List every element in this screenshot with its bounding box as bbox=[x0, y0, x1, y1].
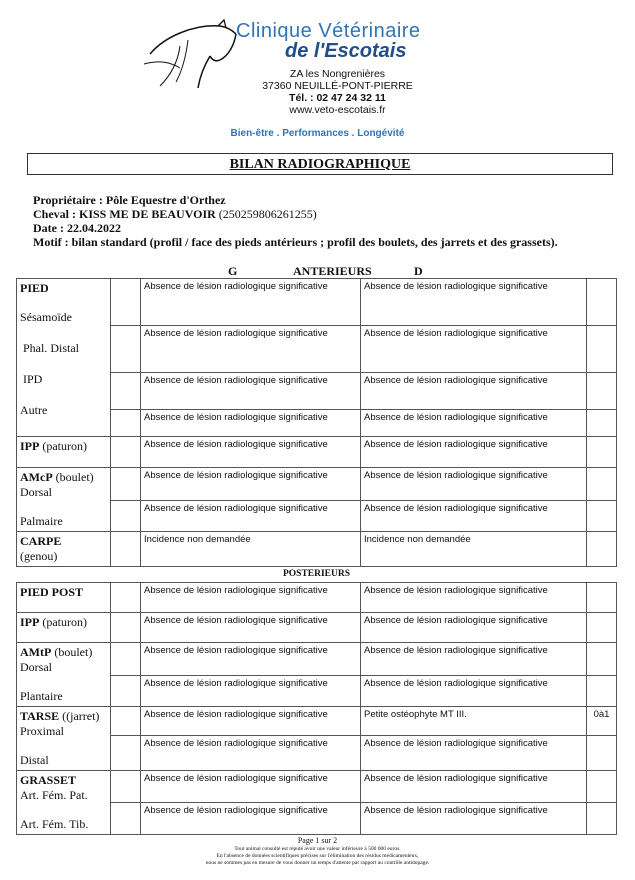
grade-left-cell bbox=[111, 643, 141, 676]
tarse-sublabel: ((jarret) bbox=[62, 709, 100, 723]
plantaire-label: Plantaire bbox=[20, 689, 63, 703]
amcp-label-cell bbox=[17, 468, 111, 532]
radiograph-results-table bbox=[16, 278, 617, 835]
result-left-cell: Absence de lésion radiologique significative bbox=[141, 279, 361, 326]
distal-label: Distal bbox=[20, 753, 49, 767]
amtp-sublabel: (boulet) bbox=[54, 645, 93, 659]
anterieurs-header: ANTERIEURS bbox=[293, 264, 372, 278]
result-right-cell: Absence de lésion radiologique significative bbox=[361, 468, 587, 501]
grade-left-cell bbox=[111, 803, 141, 835]
grade-right-cell bbox=[587, 676, 617, 707]
table-row bbox=[17, 707, 617, 736]
grade-left-cell bbox=[111, 410, 141, 437]
footer-note-2: En l'absence de données scientifiques précises sur l'élimination des résidus médicamenteux, bbox=[216, 853, 419, 859]
ipp-sublabel: (paturon) bbox=[42, 439, 87, 453]
grade-right-cell bbox=[587, 468, 617, 501]
table-row bbox=[17, 567, 617, 583]
grade-right-cell bbox=[587, 771, 617, 803]
result-right-cell: Petite ostéophyte MT III. bbox=[361, 707, 587, 736]
result-left-cell: Incidence non demandée bbox=[141, 532, 361, 567]
phone-number: Tél. : 02 47 24 32 11 bbox=[289, 92, 386, 104]
palmaire-label: Palmaire bbox=[20, 514, 63, 528]
result-right-cell: Absence de lésion radiologique significative bbox=[361, 437, 587, 468]
motif-value: bilan standard (profil / face des pieds antérieurs ; profil des boulets, des jarrets et des grassets). bbox=[71, 235, 558, 249]
clinic-name: Clinique Vétérinaire bbox=[236, 20, 421, 42]
grade-left-cell bbox=[111, 613, 141, 643]
autre-label: Autre bbox=[20, 403, 48, 417]
date-line bbox=[33, 221, 121, 236]
result-right-cell: Absence de lésion radiologique significative bbox=[361, 373, 587, 410]
result-right-cell: Incidence non demandée bbox=[361, 532, 587, 567]
grade-left-cell bbox=[111, 676, 141, 707]
ipp-post-label: IPP bbox=[20, 615, 40, 629]
date-value: 22.04.2022 bbox=[66, 221, 121, 235]
result-left-cell: Absence de lésion radiologique significative bbox=[141, 771, 361, 803]
ipp-label-cell bbox=[17, 437, 111, 468]
carpe-label-cell bbox=[17, 532, 111, 567]
horse-id: (250259806261255) bbox=[218, 207, 317, 221]
grade-left-cell bbox=[111, 468, 141, 501]
amcp-sublabel: (boulet) bbox=[55, 470, 94, 484]
amtp-label: AMtP bbox=[20, 645, 52, 659]
owner-label: Propriétaire : bbox=[33, 193, 103, 207]
motif-line bbox=[33, 235, 558, 250]
art-fem-pat-label: Art. Fém. Pat. bbox=[20, 788, 88, 802]
tarse-label-cell bbox=[17, 707, 111, 771]
page-number: Page 1 sur 2 bbox=[297, 836, 338, 845]
grade-right-cell bbox=[587, 279, 617, 326]
result-left-cell: Absence de lésion radiologique significative bbox=[141, 736, 361, 771]
result-left-cell: Absence de lésion radiologique significative bbox=[141, 707, 361, 736]
horse-label: Cheval : bbox=[33, 207, 76, 221]
result-left-cell: Absence de lésion radiologique significative bbox=[141, 468, 361, 501]
grasset-label-cell bbox=[17, 771, 111, 835]
grade-left-cell bbox=[111, 771, 141, 803]
grade-right-cell bbox=[587, 643, 617, 676]
result-left-cell: Absence de lésion radiologique significative bbox=[141, 326, 361, 373]
amcp-label: AMcP bbox=[20, 470, 53, 484]
grade-right-cell bbox=[587, 532, 617, 567]
dorsal-post-label: Dorsal bbox=[20, 660, 52, 674]
date-label: Date : bbox=[33, 221, 64, 235]
grade-right-cell bbox=[587, 613, 617, 643]
result-left-cell: Absence de lésion radiologique significative bbox=[141, 410, 361, 437]
amtp-label-cell bbox=[17, 643, 111, 707]
address-line-1: ZA les Nongrenières bbox=[289, 68, 386, 80]
ipd-label: IPD bbox=[23, 372, 43, 386]
table-row bbox=[17, 532, 617, 567]
grasset-label: GRASSET bbox=[20, 773, 77, 787]
result-right-cell: Absence de lésion radiologique significative bbox=[361, 643, 587, 676]
posterieurs-header: POSTERIEURS bbox=[17, 567, 617, 583]
result-right-cell: Absence de lésion radiologique significative bbox=[361, 410, 587, 437]
grade-right-cell bbox=[587, 501, 617, 532]
sesamoide-label: Sésamoïde bbox=[20, 310, 72, 324]
footer-note-1: Tout animal consulté est réputé avoir une valeur inférieure à 500 000 euros. bbox=[234, 846, 401, 852]
ipp-post-label-cell bbox=[17, 613, 111, 643]
pied-label: PIED bbox=[20, 281, 49, 295]
grade-right-cell bbox=[587, 410, 617, 437]
grade-right-cell bbox=[587, 736, 617, 771]
result-left-cell: Absence de lésion radiologique significative bbox=[141, 437, 361, 468]
grade-left-cell bbox=[111, 583, 141, 613]
pied-label-cell bbox=[17, 279, 111, 437]
result-right-cell: Absence de lésion radiologique significative bbox=[361, 279, 587, 326]
grade-left-cell bbox=[111, 437, 141, 468]
grade-right-cell: 0à1 bbox=[587, 707, 617, 736]
dorsal-label: Dorsal bbox=[20, 485, 52, 499]
result-left-cell: Absence de lésion radiologique significative bbox=[141, 501, 361, 532]
footer-note-3: nous ne sommes pas en mesure de vous donner un temps d'attente par rapport au contrôle antidopage. bbox=[205, 860, 430, 866]
grade-right-cell bbox=[587, 437, 617, 468]
grade-left-cell bbox=[111, 326, 141, 373]
tarse-label: TARSE bbox=[20, 709, 60, 723]
grade-left-cell bbox=[111, 736, 141, 771]
result-right-cell: Absence de lésion radiologique significative bbox=[361, 736, 587, 771]
proximal-label: Proximal bbox=[20, 724, 64, 738]
genou-label: (genou) bbox=[20, 549, 58, 563]
result-right-cell: Absence de lésion radiologique significative bbox=[361, 676, 587, 707]
result-right-cell: Absence de lésion radiologique significative bbox=[361, 771, 587, 803]
result-left-cell: Absence de lésion radiologique significative bbox=[141, 583, 361, 613]
document-title: BILAN RADIOGRAPHIQUE bbox=[229, 157, 411, 172]
table-row bbox=[17, 279, 617, 326]
grade-left-cell bbox=[111, 532, 141, 567]
owner-line bbox=[33, 193, 226, 208]
result-right-cell: Absence de lésion radiologique significative bbox=[361, 501, 587, 532]
table-row bbox=[17, 437, 617, 468]
ipp-label: IPP bbox=[20, 439, 40, 453]
result-left-cell: Absence de lésion radiologique significative bbox=[141, 643, 361, 676]
result-left-cell: Absence de lésion radiologique significative bbox=[141, 676, 361, 707]
art-fem-tib-label: Art. Fém. Tib. bbox=[20, 817, 89, 831]
result-right-cell: Absence de lésion radiologique significative bbox=[361, 583, 587, 613]
horse-value: KISS ME DE BEAUVOIR bbox=[79, 207, 216, 221]
motif-label: Motif : bbox=[33, 235, 69, 249]
grade-left-cell bbox=[111, 501, 141, 532]
table-row bbox=[17, 613, 617, 643]
result-right-cell: Absence de lésion radiologique significative bbox=[361, 326, 587, 373]
result-left-cell: Absence de lésion radiologique significative bbox=[141, 373, 361, 410]
horse-line bbox=[33, 207, 317, 222]
column-right-header: D bbox=[414, 264, 423, 278]
column-left-header: G bbox=[228, 264, 238, 278]
table-row bbox=[17, 468, 617, 501]
owner-value: Pôle Equestre d'Orthez bbox=[105, 193, 226, 207]
grade-right-cell bbox=[587, 326, 617, 373]
grade-left-cell bbox=[111, 373, 141, 410]
clinic-subname: de l'Escotais bbox=[285, 40, 407, 62]
ipp-post-sublabel: (paturon) bbox=[42, 615, 87, 629]
table-row bbox=[17, 583, 617, 613]
result-left-cell: Absence de lésion radiologique significative bbox=[141, 803, 361, 835]
result-left-cell: Absence de lésion radiologique significative bbox=[141, 613, 361, 643]
grade-right-cell bbox=[587, 373, 617, 410]
grade-left-cell bbox=[111, 707, 141, 736]
grade-right-cell bbox=[587, 583, 617, 613]
address-line-2: 37360 NEUILLÉ-PONT-PIERRE bbox=[262, 80, 413, 92]
title-box bbox=[27, 153, 613, 175]
result-right-cell: Absence de lésion radiologique significative bbox=[361, 803, 587, 835]
table-row bbox=[17, 643, 617, 676]
pied-post-label: PIED POST bbox=[20, 585, 84, 599]
pied-post-label-cell bbox=[17, 583, 111, 613]
phal-distal-label: Phal. Distal bbox=[23, 341, 79, 355]
website-link[interactable]: www.veto-escotais.fr bbox=[289, 104, 386, 116]
carpe-label: CARPE bbox=[20, 534, 62, 548]
grade-right-cell bbox=[587, 803, 617, 835]
table-row bbox=[17, 771, 617, 803]
clinic-slogan: Bien-être . Performances . Longévité bbox=[230, 128, 405, 139]
grade-left-cell bbox=[111, 279, 141, 326]
result-right-cell: Absence de lésion radiologique significative bbox=[361, 613, 587, 643]
